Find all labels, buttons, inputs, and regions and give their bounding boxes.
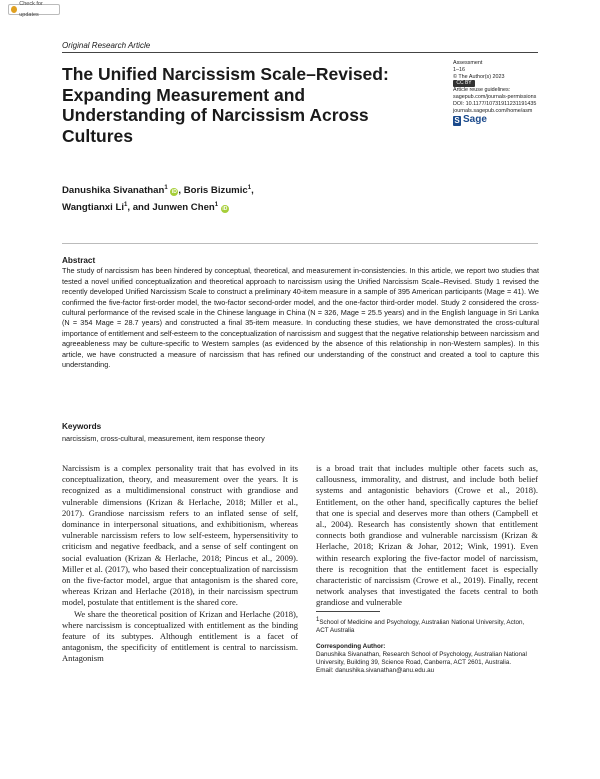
corr-heading: Corresponding Author:: [316, 643, 386, 650]
copyright: © The Author(s) 2023: [453, 73, 505, 80]
author-list: Danushika Sivanathan$^1$ iD , Boris Bizumic$^1$, Wangtianxi Li$^1$, and Junwen Chen$^1$ iD: [62, 185, 254, 214]
author-name[interactable]: Wangtianxi Li: [62, 202, 125, 214]
corresponding-author: [316, 643, 538, 675]
doi[interactable]: DOI: 10.1177/10731911231191435: [453, 100, 537, 107]
corr-email[interactable]: Email: danushika.sivanathan@anu.edu.au: [316, 667, 435, 674]
affiliation-footnote: $^1$School of Medicine and Psychology, Australian National University, Acton, ACT Australia: [316, 617, 525, 635]
author-name[interactable]: and Junwen Chen: [132, 202, 215, 214]
publisher-logo: [453, 116, 548, 126]
body-paragraph: We share the theoretical position of Krizan and Herlache (2018), where narcissism is conceptualized with entitlement as the binding feature of its subtypes. Although entitlement is a facet of antagonism, the specificity of entitlement is central to narcissism. Antagonism: [62, 608, 298, 664]
body-paragraph: is a broad trait that includes multiple other facets such as, callousness, immorality, and distrust, and include both belief systems and antagonistic behaviors (Crowe et al., 2018). Entitlement, on the other hand, specifically captures the belief that one is special and deserves more than others (Campbell et al., 2004). Research has consistently shown that entitlement connects both grandiose and vulnerable narcissism (Krizan & Herlache, 2018; Krizan & Johar, 2012; Wink, 1991). Even within research exploring the five-factor model of narcissism, there is recognition that the entitlement facet is especially characteristic of narcissism (Crowe et al., 2019). Finally, recent network analyses that investigated the facets central to both grandiose and vulnerable: [316, 463, 538, 608]
keywords-heading: Keywords: [62, 422, 102, 431]
badge-label: Check for updates: [19, 0, 43, 18]
publisher-name: Sage: [463, 114, 487, 126]
header-rule: [62, 52, 538, 53]
abstract-text: The study of narcissism has been hindered by conceptual, theoretical, and measurement in-consistencies. In this article, we report two studies that tested a novel unified conceptualization and theoretical approach to narcissism using the Unified Narcissism Scale–Revised. Study 1 revised the recently developed Unified Narcissism Scale to construct a preliminary 40-item measure in a sample of 395 American participants (Mage = 41). We confirmed the five-factor first-order model, the two-factor second-order model, and the one-factor third-order model. Study 2 considered the cross-cultural performance of the revised scale in the Chinese language in China (N = 326, Mage = 25.5 years) and in the English language in Sri Lanka (N = 354 Mage = 28.7 years) and constructed a final 35-item measure. In conducting these studies, we have demonstrated the cross-cultural importance of entitlement and self-esteem to the conceptualization of narcissism and suggest that the negative relationship between narcissism and agreeableness may be culture-specific to Western samples (as evidenced by the absence of this relationship in non-Western samples). In this article, we have constructed a measure of narcissism that has refined our understanding of the construct and created a tool to capture this understanding.: [62, 266, 539, 370]
affiliation-text: School of Medicine and Psychology, Australian National University, Acton, ACT Australia: [316, 619, 525, 635]
cc-license-icon[interactable]: CC BY: [453, 80, 475, 87]
journal-home-link[interactable]: journals.sagepub.com/home/asm: [453, 107, 533, 114]
corr-text: Danushika Sivanathan, Research School of Psychology, Australian National University, Building 39, Science Road, Canberra, ACT 2601, Australia.: [316, 651, 527, 666]
divider: [62, 243, 538, 244]
article-type: Original Research Article: [62, 41, 151, 50]
author-name[interactable]: Danushika Sivanathan: [62, 185, 165, 197]
sage-logo-icon: S: [454, 115, 460, 125]
abstract-heading: Abstract: [62, 256, 96, 265]
keywords-text: narcissism, cross-cultural, measurement, item response theory: [62, 434, 265, 443]
abstract-section: [62, 256, 539, 370]
page-range: 1–16: [453, 66, 465, 73]
reuse-link[interactable]: sagepub.com/journals-permissions: [453, 94, 537, 101]
article-title: The Unified Narcissism Scale–Revised: Expanding Measurement and Understanding of Narcissism Across Cultures: [62, 64, 389, 146]
body-column-right: [316, 463, 538, 609]
check-for-updates-badge[interactable]: [8, 0, 60, 18]
journal-name: Assessment: [453, 60, 483, 66]
body-column-left: [62, 463, 298, 665]
author-name[interactable]: Boris Bizumic: [183, 185, 248, 197]
footnote-rule: [316, 611, 380, 612]
reuse-label: Article reuse guidelines:: [453, 87, 511, 94]
keywords-section: [62, 422, 462, 443]
update-icon: [11, 6, 17, 13]
journal-meta: [453, 60, 548, 126]
body-paragraph: Narcissism is a complex personality trait that has evolved in its conceptualization, theory, and measurement over the years. It is recognized as a multidimensional construct with grandiose and vulnerable dimensions (Krizan & Herlache, 2018; Miller et al., 2017). Grandiose narcissism refers to an inflated sense of self, dominance in interpersonal situations, and exhibitionism, whereas vulnerable narcissism refers to low self-esteem, hypersensitivity to criticism and negative feedback, and a sense of self contingent on social evaluation (Krizan & Herlache, 2018; Pincus et al., 2009). Miller et al. (2017), who based their conceptualization of narcissism on the five-factor model, argue that antagonism is the shared core, whereas Krizan and Herlache (2018), in their narcissism spectrum model, postulate that entitlement is the shared core.: [62, 463, 298, 608]
orcid-icon[interactable]: iD: [171, 189, 177, 196]
orcid-icon[interactable]: iD: [222, 206, 228, 213]
